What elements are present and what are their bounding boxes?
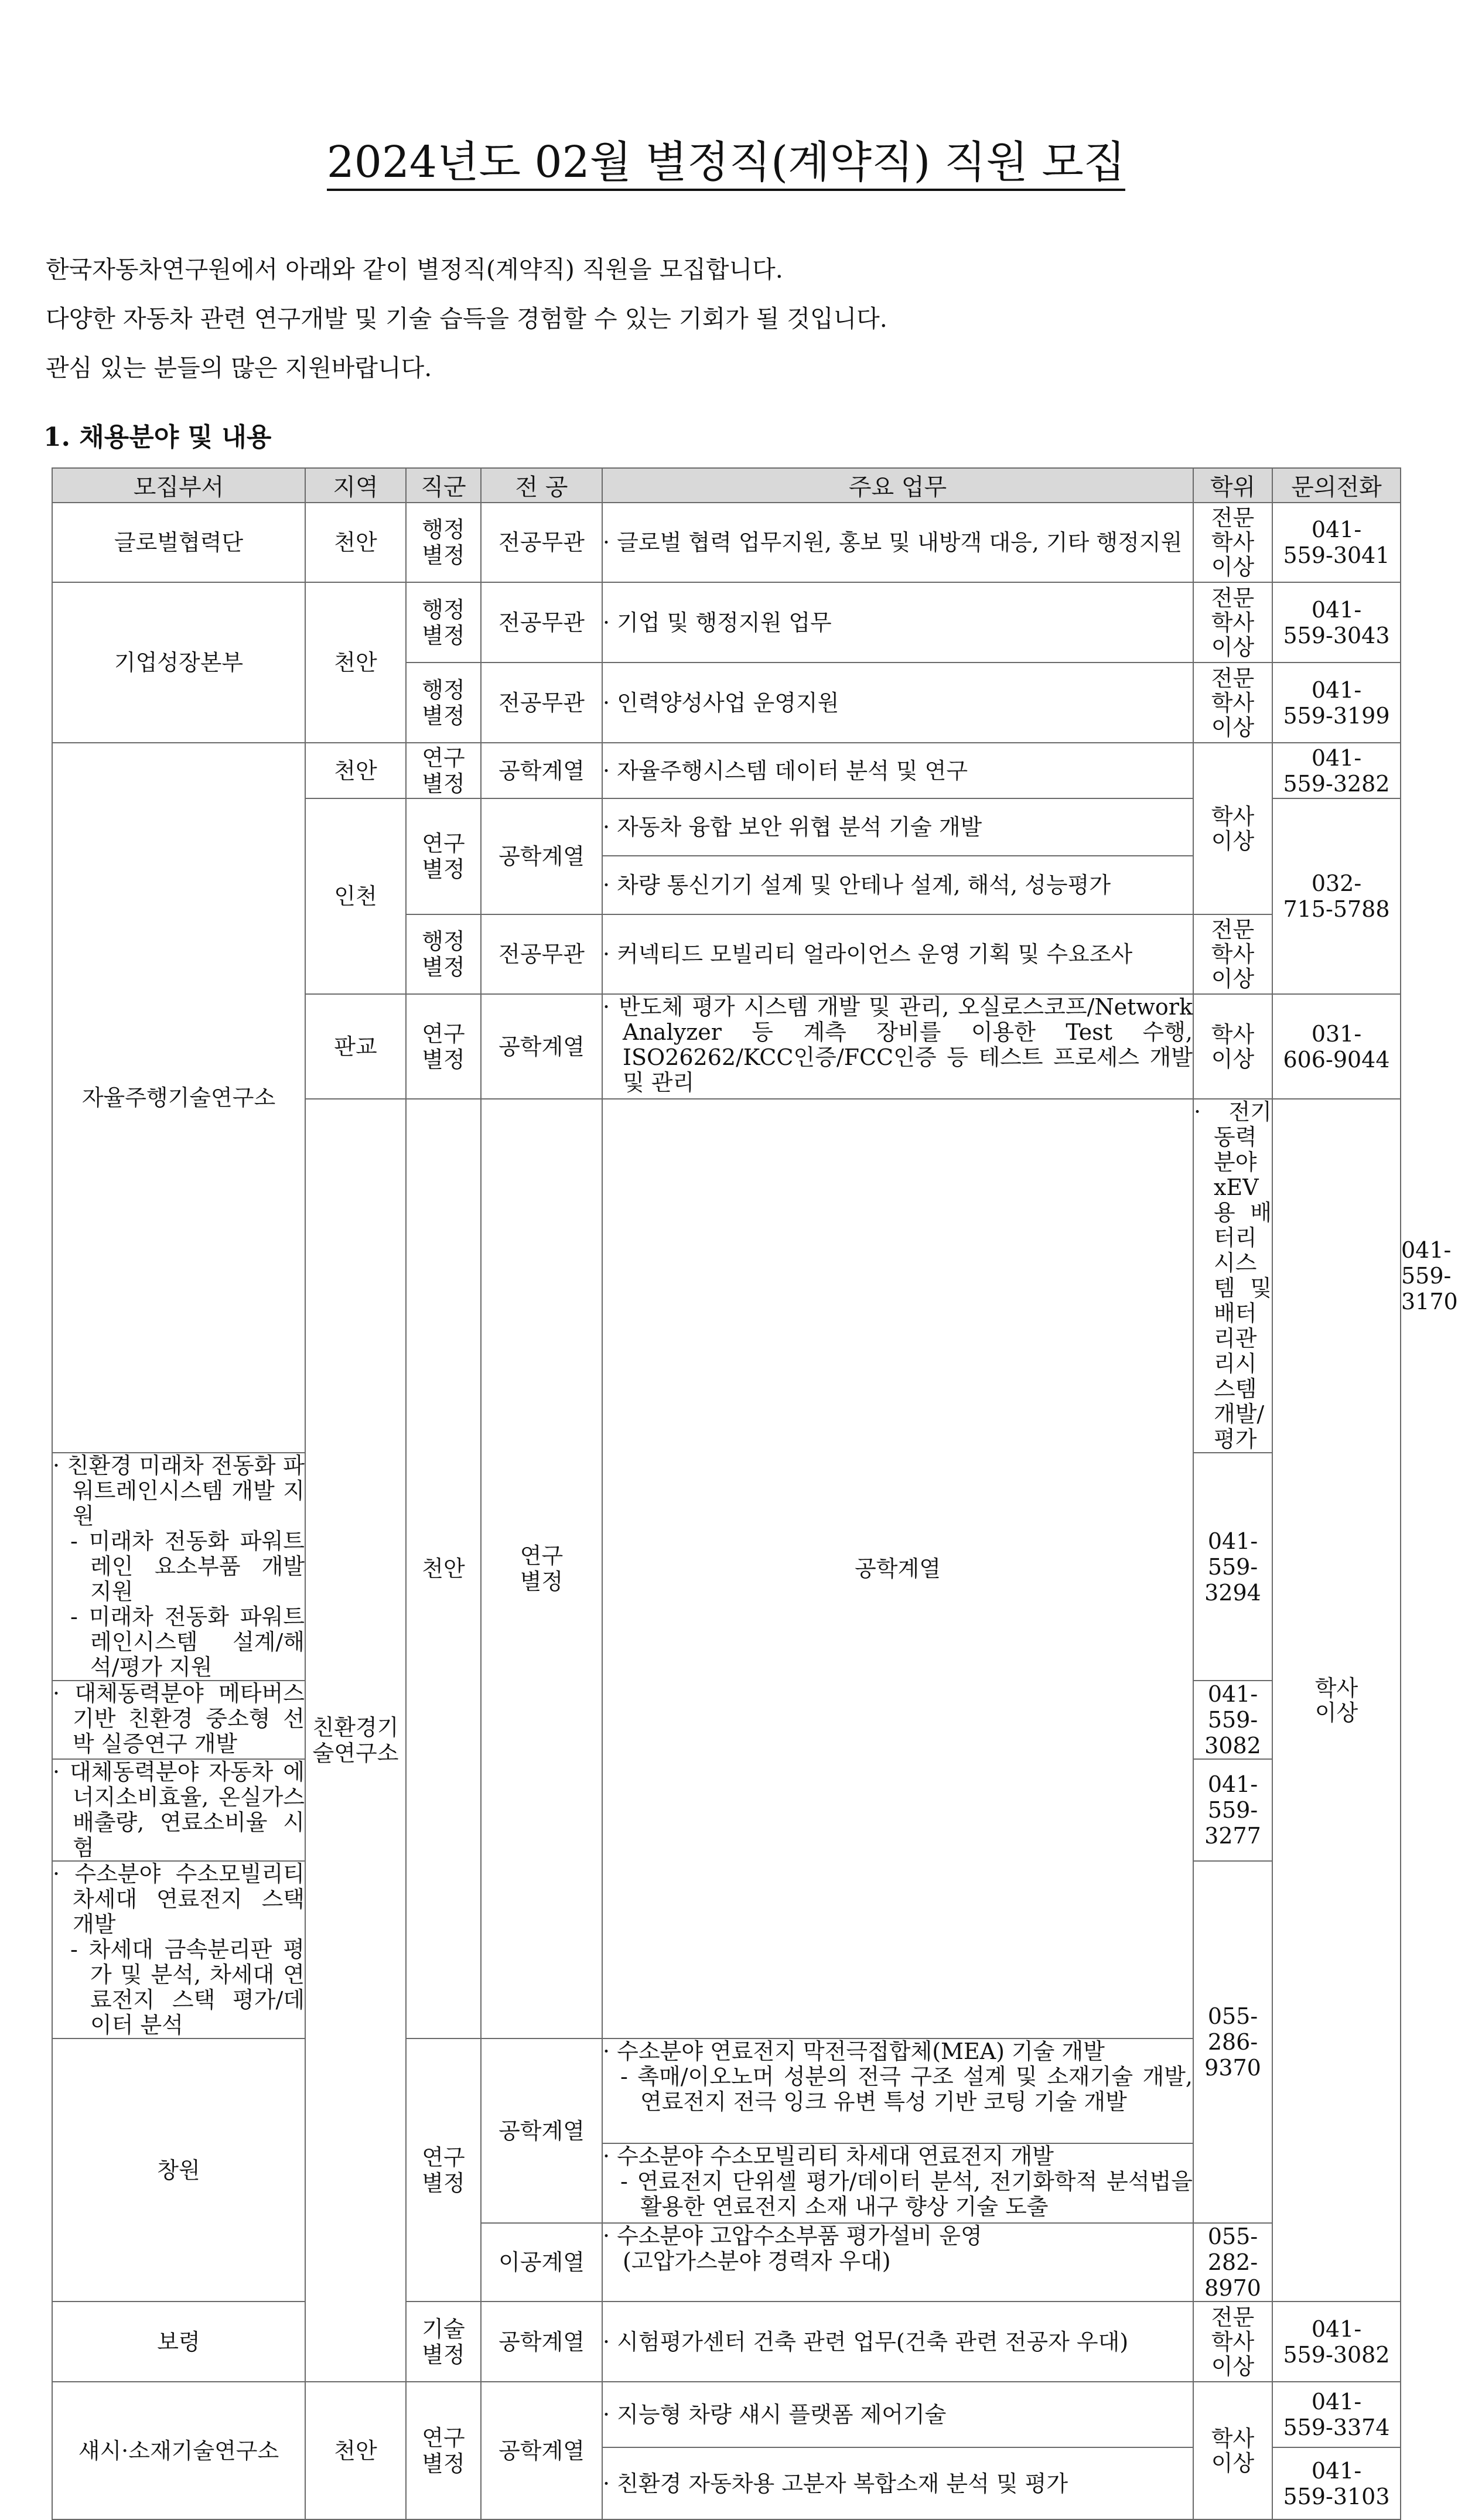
region-cell: 천안 <box>305 582 406 743</box>
degree-cell <box>1193 503 1272 582</box>
phone-cell <box>1272 582 1401 663</box>
duty-item: · 수소분야 수소모빌리티 차세대 연료전지 개발 <box>603 2143 1054 2169</box>
job-type: 연구 별정 <box>422 745 465 797</box>
department-cell: 글로벌협력단 <box>52 503 305 582</box>
phone-number: 041- 559-3082 <box>1283 2316 1390 2368</box>
phone-cell <box>1272 743 1401 798</box>
job-type-cell <box>481 1099 602 2038</box>
phone-number: 055- 286-9370 <box>1204 2003 1261 2081</box>
duty-item: · 지능형 차량 섀시 플랫폼 제어기술 <box>603 2402 947 2427</box>
duty-item: · 친환경 자동차용 고분자 복합소재 분석 및 평가 <box>603 2470 1068 2497</box>
job-type-cell <box>406 503 481 582</box>
header-department: 모집부서 <box>52 468 305 503</box>
intro-line: 관심 있는 분들의 많은 지원바랍니다. <box>46 354 432 382</box>
major-cell: 공학계열 <box>481 2382 602 2519</box>
region-cell: 천안 <box>305 743 406 798</box>
intro-line: 다양한 자동차 관련 연구개발 및 기술 습득을 경험할 수 있는 기회가 될 것입니다. <box>46 305 887 333</box>
duty-subitem: - 미래차 전동화 파워트레인 요소부품 개발 지원 <box>70 1528 305 1604</box>
degree: 전문 학사 이상 <box>1211 2304 1255 2379</box>
duty-cell <box>52 1861 305 2038</box>
phone-cell <box>1272 2302 1401 2382</box>
degree: 전문 학사 이상 <box>1211 505 1255 580</box>
major-cell: 공학계열 <box>602 1099 1193 2038</box>
job-type: 연구 별정 <box>422 1020 465 1073</box>
phone-number: 041- 559-3282 <box>1283 745 1390 797</box>
header-duties: 주요 업무 <box>602 468 1193 503</box>
major-cell: 공학계열 <box>481 2038 602 2223</box>
job-type: 연구 별정 <box>520 1543 564 1594</box>
intro-line: 한국자동차연구원에서 아래와 같이 별정직(계약직) 직원을 모집합니다. <box>46 255 783 284</box>
duty-cell <box>1193 1099 1272 1453</box>
department-cell: 자율주행기술연구소 <box>52 743 305 1453</box>
major-cell: 전공무관 <box>481 663 602 743</box>
phone-number: 041- 559-3041 <box>1283 517 1390 568</box>
degree-cell <box>1193 582 1272 663</box>
duty-item: · 시험평가센터 건축 관련 업무(건축 관련 전공자 우대) <box>603 2328 1129 2355</box>
duty-cell <box>602 2038 1193 2143</box>
duty-cell <box>602 503 1193 582</box>
job-type: 행정 별정 <box>422 928 465 980</box>
major-cell: 전공무관 <box>481 914 602 994</box>
region-cell: 인천 <box>305 798 406 994</box>
duty-item: · 대체동력분야 자동차 에너지소비효율, 온실가스 배출량, 연료소비율 시험 <box>53 1759 305 1860</box>
phone-cell <box>1272 2382 1401 2447</box>
table-row <box>52 2302 1401 2382</box>
job-type-cell <box>406 582 481 663</box>
degree: 학사 이상 <box>1211 2425 1255 2476</box>
region-cell: 천안 <box>305 2382 406 2519</box>
duty-cell <box>52 1453 305 1681</box>
duty-cell <box>602 914 1193 994</box>
duty-subitem: - 차세대 금속분리판 평가 및 분석, 차세대 연료전지 스택 평가/데이터 분석 <box>70 1937 305 2038</box>
duty-cell <box>52 1759 305 1861</box>
phone-cell <box>1272 798 1401 994</box>
table-header-row <box>52 468 1401 503</box>
degree: 학사 이상 <box>1211 803 1255 854</box>
header-major: 전 공 <box>481 468 602 503</box>
job-type-cell <box>406 743 481 798</box>
duty-item: · 반도체 평가 시스템 개발 및 관리, 오실로스코프/Network Analyzer 등 계측 장비를 이용한 Test 수행, ISO26262/KCC인증/FCC인증 등 테스트 프로세스 개발 및 관리 <box>603 994 1193 1095</box>
phone-number: 041- 559-3294 <box>1204 1528 1261 1606</box>
duty-item: · 인력양성사업 운영지원 <box>603 689 839 716</box>
duty-cell <box>602 2447 1193 2519</box>
phone-cell <box>1193 1681 1272 1759</box>
job-type-cell <box>406 914 481 994</box>
duty-subitem: - 연료전지 단위셀 평가/데이터 분석, 전기화학적 분석법을 활용한 연료전지 소재 내구 향상 기술 도출 <box>620 2169 1193 2219</box>
degree-cell <box>1193 663 1272 743</box>
major-cell: 전공무관 <box>481 503 602 582</box>
duty-cell <box>52 1681 305 1759</box>
job-type-cell <box>406 663 481 743</box>
phone-number: 032- 715-5788 <box>1283 870 1390 922</box>
recruitment-table <box>52 467 1458 2520</box>
degree: 전문 학사 이상 <box>1211 585 1255 660</box>
phone-cell <box>1193 1759 1272 1861</box>
major-cell: 공학계열 <box>481 743 602 798</box>
degree-cell <box>1272 1099 1401 2302</box>
table-row: 친환경기술연구소 천안 연구 별정 공학계열 · 전기동력분야 xEV용 배터리시스템 및 배터리관리시스템 개발/평가 학사 이상 041- 559-3170 <box>52 1099 1401 1453</box>
duty-cell <box>602 2143 1193 2223</box>
duty-cell <box>602 2382 1193 2447</box>
job-type: 연구 별정 <box>422 2425 465 2477</box>
table-row <box>52 2382 1401 2447</box>
degree-cell <box>1193 914 1272 994</box>
duty-cell <box>602 798 1193 856</box>
job-type: 행정 별정 <box>422 677 465 729</box>
header-degree: 학위 <box>1193 468 1272 503</box>
degree-cell <box>1193 2382 1272 2519</box>
intro-text <box>46 245 887 392</box>
duty-cell <box>602 663 1193 743</box>
duty-item: · 글로벌 협력 업무지원, 홍보 및 내방객 대응, 기타 행정지원 <box>603 530 1183 555</box>
duty-cell <box>602 856 1193 914</box>
major-cell: 전공무관 <box>481 582 602 663</box>
duty-cell <box>602 994 1193 1099</box>
job-type: 기술 별정 <box>422 2316 465 2368</box>
table-row <box>52 503 1401 582</box>
duty-subitem: - 촉매/이오노머 성분의 전극 구조 설계 및 소재기술 개발, 연료전지 전극 잉크 유변 특성 기반 코팅 기술 개발 <box>620 2064 1193 2115</box>
phone-cell <box>1272 503 1401 582</box>
phone-number: 041- 559-3277 <box>1204 1771 1261 1849</box>
degree: 학사 이상 <box>1314 1675 1358 1726</box>
department-cell: 섀시·소재기술연구소 <box>52 2382 305 2519</box>
job-type: 행정 별정 <box>422 596 465 648</box>
job-type: 연구 별정 <box>422 2144 465 2196</box>
duty-item: · 커넥티드 모빌리티 얼라이언스 운영 기획 및 수요조사 <box>603 941 1133 967</box>
job-type-cell <box>406 798 481 914</box>
duty-item: · 기업 및 행정지원 업무 <box>603 609 832 636</box>
duty-item: · 차량 통신기기 설계 및 안테나 설계, 해석, 성능평가 <box>603 872 1111 898</box>
section-heading: 1. 채용분야 및 내용 <box>43 422 272 452</box>
region-cell: 창원 <box>52 2038 305 2302</box>
phone-number: 055- 282-8970 <box>1204 2224 1261 2301</box>
phone-cell <box>1193 2223 1272 2302</box>
major-cell: 공학계열 <box>481 798 602 914</box>
job-type-cell <box>406 2302 481 2382</box>
phone-cell <box>1272 994 1401 1099</box>
region-cell: 천안 <box>305 503 406 582</box>
phone-number: 041- 559-3199 <box>1283 677 1390 729</box>
header-job-type: 직군 <box>406 468 481 503</box>
degree-cell <box>1193 2302 1272 2382</box>
duty-cell <box>602 582 1193 663</box>
job-type-cell <box>406 2382 481 2519</box>
phone-number: 041- 559-3374 <box>1283 2389 1390 2440</box>
table-row <box>52 582 1401 663</box>
department-cell: 친환경기술연구소 <box>305 1099 406 2382</box>
duty-item: · 수소분야 수소모빌리티 차세대 연료전지 스택 개발 <box>53 1861 305 1937</box>
duty-cell <box>602 743 1193 798</box>
phone-number: 041- 559-3082 <box>1204 1681 1261 1758</box>
page-title: 2024년도 02월 별정직(계약직) 직원 모집 <box>0 136 1452 189</box>
phone-number: 031- 606-9044 <box>1283 1020 1390 1073</box>
header-region: 지역 <box>305 468 406 503</box>
duty-item: · 수소분야 연료전지 막전극접합체(MEA) 기술 개발 <box>603 2038 1105 2064</box>
phone-cell <box>1272 663 1401 743</box>
duty-item: · 전기동력분야 xEV용 배터리시스템 및 배터리관리시스템 개발/평가 <box>1194 1099 1272 1452</box>
duty-cell <box>602 2302 1193 2382</box>
degree: 학사 이상 <box>1211 1021 1255 1072</box>
phone-number: 041- 559-3103 <box>1283 2457 1390 2509</box>
region-cell: 판교 <box>305 994 406 1099</box>
phone-cell <box>1193 1453 1272 1681</box>
degree-cell <box>1193 743 1272 914</box>
degree: 전문 학사 이상 <box>1211 917 1255 992</box>
duty-item: · 자동차 융합 보안 위협 분석 기술 개발 <box>603 814 982 840</box>
major-cell: 이공계열 <box>481 2223 602 2302</box>
job-type: 행정 별정 <box>422 517 465 568</box>
job-type-cell <box>406 2038 481 2302</box>
job-type-cell <box>406 994 481 1099</box>
phone-cell <box>1272 2447 1401 2519</box>
header-phone: 문의전화 <box>1272 468 1401 503</box>
major-cell: 공학계열 <box>481 2302 602 2382</box>
table-row <box>52 743 1401 798</box>
duty-item: · 수소분야 고압수소부품 평가설비 운영 <box>603 2223 982 2249</box>
major-cell: 공학계열 <box>481 994 602 1099</box>
duty-item: · 대체동력분야 메타버스 기반 친환경 중소형 선박 실증연구 개발 <box>53 1681 305 1757</box>
job-type: 연구 별정 <box>422 831 465 882</box>
department-cell: 기업성장본부 <box>52 582 305 743</box>
duty-cell <box>602 2223 1193 2302</box>
duty-item: · 친환경 미래차 전동화 파워트레인시스템 개발 지원 <box>53 1453 305 1529</box>
degree: 전문 학사 이상 <box>1211 665 1255 740</box>
degree-cell <box>1193 994 1272 1099</box>
region-cell: 보령 <box>52 2302 305 2382</box>
phone-cell <box>1193 1861 1272 2223</box>
duty-item: · 자율주행시스템 데이터 분석 및 연구 <box>603 757 968 784</box>
region-cell: 천안 <box>406 1099 481 2038</box>
duty-subitem: - 미래차 전동화 파워트레인시스템 설계/해석/평가 지원 <box>70 1604 305 1680</box>
duty-subitem: (고압가스분야 경력자 우대) <box>623 2248 891 2274</box>
phone-number: 041- 559-3043 <box>1283 596 1390 648</box>
